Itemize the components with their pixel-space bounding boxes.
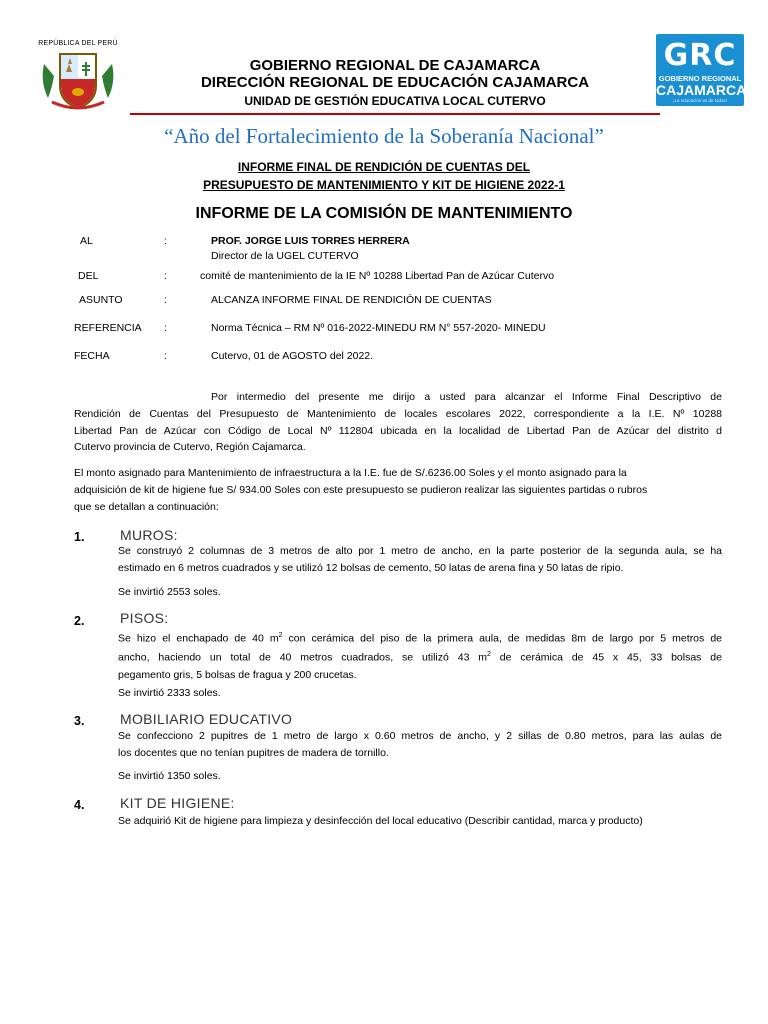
section-1-cost: Se invirtió 2553 soles. xyxy=(118,586,221,598)
section-2-line-2: ancho, haciendo un total de 40 metros cuadrados, se utilizó 43 $m^2$ de cerámica de 45 x 45, 33 bolsas de xyxy=(118,651,722,664)
seal-caption: REPÚBLICA DEL PERÚ xyxy=(38,40,118,47)
referencia-colon: : xyxy=(164,322,167,334)
del-colon: : xyxy=(164,270,167,282)
section-4-number: 4. xyxy=(74,798,85,812)
asunto-value: ALCANZA INFORME FINAL DE RENDICIÓN DE CUENTAS xyxy=(211,294,492,306)
intro-line-2: Rendición de Cuentas del Presupuesto de Mantenimiento de locales escolares 2022, correspondiente a la I.E. Nº 10288 xyxy=(74,407,722,420)
peru-coat-of-arms-icon xyxy=(38,42,118,114)
fecha-value: Cutervo, 01 de AGOSTO del 2022. xyxy=(211,350,374,362)
intro-line-4: Cutervo provincia de Cutervo, Región Cajamarca. xyxy=(74,441,306,454)
monto-paragraph xyxy=(74,465,722,515)
section-4-line-1: Se adquirió Kit de higiene para limpieza y desinfección del local educativo (Describir cantidad, marca y producto) xyxy=(118,815,643,827)
referencia-label: REFERENCIA xyxy=(74,322,142,334)
section-4-title: KIT DE HIGIENE: xyxy=(120,795,235,811)
section-2-text xyxy=(118,628,722,683)
logo-subtitle-1: GOBIERNO REGIONAL xyxy=(658,74,742,83)
section-2-line-1: Se hizo el enchapado de 40 $m^2$ con cerámica del piso de la primera aula, de medidas 8m de largo por 5 metros de xyxy=(118,632,722,645)
section-2-cost: Se invirtió 2333 soles. xyxy=(118,687,221,699)
section-3-number: 3. xyxy=(74,714,85,728)
report-title-line-2: PRESUPUESTO DE MANTENIMIENTO Y KIT DE HIGIENE 2022-1 xyxy=(203,178,565,192)
header-divider xyxy=(130,113,660,115)
del-label: DEL xyxy=(78,270,99,282)
section-1-line-2: estimado en 6 metros cuadrados y se utilizó 12 bolsas de cemento, 50 latas de arena fina y 50 latas de ripio. xyxy=(118,561,624,574)
intro-line-1: Por intermedio del presente me dirijo a usted para alcanzar el Informe Final Descriptivo de xyxy=(211,391,722,403)
section-3-cost: Se invirtió 1350 soles. xyxy=(118,770,221,782)
logo-mark: GRC xyxy=(663,38,737,73)
grc-logo xyxy=(656,34,747,106)
report-title-line-1: INFORME FINAL DE RENDICIÓN DE CUENTAS DEL xyxy=(237,160,531,174)
monto-line-1: El monto asignado para Mantenimiento de infraestructura a la I.E. fue de S/.6236.00 Soles y el monto asignado para la xyxy=(74,467,627,479)
referencia-value: Norma Técnica – RM Nº 016-2022-MINEDU RM N° 557-2020- MINEDU xyxy=(211,322,546,334)
intro-line-3: Libertad Pan de Azúcar con Código de Local Nº 112804 ubicada en la localidad de Libertad Pan de Azúcar del distrito d xyxy=(74,424,722,437)
del-value: comité de mantenimiento de la IE Nº 10288 Libertad Pan de Azúcar Cutervo xyxy=(200,270,555,282)
asunto-label: ASUNTO xyxy=(79,294,123,306)
section-3-title: MOBILIARIO EDUCATIVO xyxy=(120,711,293,727)
al-name: PROF. JORGE LUIS TORRES HERRERA xyxy=(211,235,410,247)
section-2-line-3: pegamento gris, 5 bolsas de fragua y 200 crucetas. xyxy=(118,668,357,681)
header-line-2: DIRECCIÓN REGIONAL DE EDUCACIÓN CAJAMARCA xyxy=(200,74,590,91)
section-1-line-1: Se construyó 2 columnas de 3 metros de alto por 1 metro de ancho, en la parte posterior de la segunda aula, se ha xyxy=(118,545,722,557)
logo-subtitle-2: CAJAMARCA xyxy=(656,82,747,98)
year-motto: “Año del Fortalecimiento de la Soberanía Nacional” xyxy=(164,124,604,148)
section-3-line-2: los docentes que no tenían pupitres de madera de tornillo. xyxy=(118,746,389,759)
section-1-text xyxy=(118,543,722,577)
section-2-number: 2. xyxy=(74,614,85,628)
section-3-text xyxy=(118,728,722,762)
monto-line-3: que se detallan a continuación: xyxy=(74,500,219,513)
al-role: Director de la UGEL CUTERVO xyxy=(211,250,359,262)
section-3-line-1: Se confecciono 2 pupitres de 1 metro de largo x 0.60 metros de ancho, y 2 sillas de 0.80 metros, para las aulas de xyxy=(118,730,722,742)
al-label: AL xyxy=(80,235,93,247)
section-1-title: MUROS: xyxy=(120,527,178,543)
monto-line-2: adquisición de kit de higiene fue S/ 934.00 Soles con este presupuesto se pudieron realizar las siguientes partidas o rubros xyxy=(74,483,648,496)
header-line-1: GOBIERNO REGIONAL DE CAJAMARCA xyxy=(249,57,541,74)
section-1-number: 1. xyxy=(74,530,85,544)
logo-subtitle-3: ¡La educación es de todos! xyxy=(672,98,728,103)
al-colon: : xyxy=(164,235,167,247)
fecha-colon: : xyxy=(164,350,167,362)
commission-title: INFORME DE LA COMISIÓN DE MANTENIMIENTO xyxy=(195,205,573,222)
fecha-label: FECHA xyxy=(74,350,110,362)
section-2-title: PISOS: xyxy=(120,610,169,626)
intro-paragraph xyxy=(74,389,722,456)
header-line-3: UNIDAD DE GESTIÓN EDUCATIVA LOCAL CUTERVO xyxy=(244,94,546,108)
asunto-colon: : xyxy=(164,294,167,306)
